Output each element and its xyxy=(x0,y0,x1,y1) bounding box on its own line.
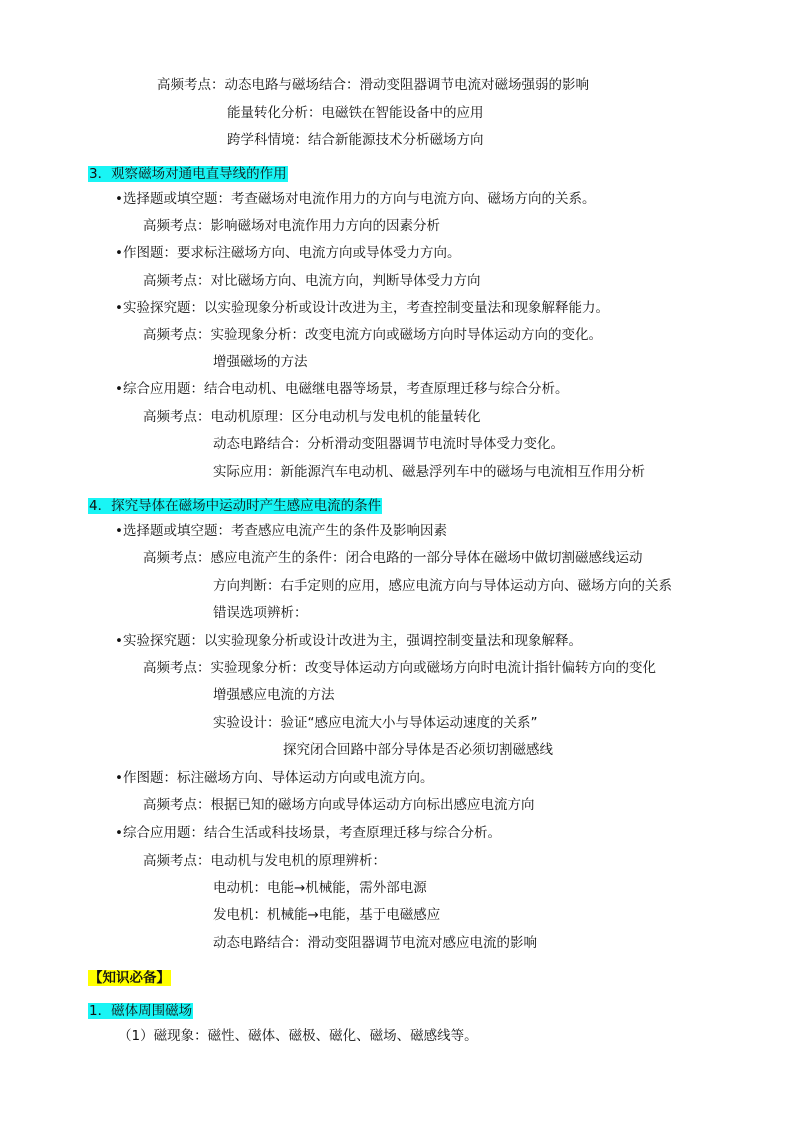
bullet-item: •综合应用题：结合生活或科技场景，考查原理迁移与综合分析。 xyxy=(115,825,501,841)
knowledge-heading xyxy=(88,968,171,988)
hf-point-line: 实验设计：验证“感应电流大小与导体运动速度的关系” xyxy=(213,715,538,731)
hf-point-line: 探究闭合回路中部分导体是否必须切割磁感线 xyxy=(283,742,553,758)
bullet-item: •选择题或填空题：考查感应电流产生的条件及影响因素 xyxy=(115,523,447,539)
hf-point-line: 高频考点：实验现象分析：改变电流方向或磁场方向时导体运动方向的变化。 xyxy=(143,327,602,343)
hf-point-line: 动态电路结合：滑动变阻器调节电流对感应电流的影响 xyxy=(213,935,537,951)
hf-point-line: 高频考点：感应电流产生的条件：闭合电路的一部分导体在磁场中做切割磁感线运动 xyxy=(143,550,643,566)
sub-item: （1）磁现象：磁性、磁体、磁极、磁化、磁场、磁感线等。 xyxy=(118,1028,478,1044)
hf-point-line: 跨学科情境：结合新能源技术分析磁场方向 xyxy=(227,132,484,148)
hf-point-line: 错误选项辨析： xyxy=(213,605,308,621)
hf-point-line: 高频考点：对比磁场方向、电流方向，判断导体受力方向 xyxy=(143,273,481,289)
hf-point-line: 发电机：机械能→电能，基于电磁感应 xyxy=(213,907,441,923)
section-heading-text: 3．观察磁场对通电直导线的作用 xyxy=(89,166,287,182)
hf-point-line: 能量转化分析：电磁铁在智能设备中的应用 xyxy=(227,105,484,121)
section-heading-3 xyxy=(88,164,288,184)
bullet-item: •作图题：标注磁场方向、导体运动方向或电流方向。 xyxy=(115,770,434,786)
hf-point-line: 高频考点：根据已知的磁场方向或导体运动方向标出感应电流方向 xyxy=(143,797,535,813)
hf-point-line: 动态电路结合：分析滑动变阻器调节电流时导体受力变化。 xyxy=(213,436,564,452)
section-heading-text: 1．磁体周围磁场 xyxy=(89,1003,193,1019)
hf-point-line: 高频考点：电动机与发电机的原理辨析： xyxy=(143,853,386,869)
hf-point-line: 高频考点：电动机原理：区分电动机与发电机的能量转化 xyxy=(143,409,481,425)
bullet-item: •综合应用题：结合电动机、电磁继电器等场景，考查原理迁移与综合分析。 xyxy=(115,381,569,397)
bullet-item: •作图题：要求标注磁场方向、电流方向或导体受力方向。 xyxy=(115,245,461,261)
hf-point-line: 高频考点：实验现象分析：改变导体运动方向或磁场方向时电流计指针偏转方向的变化 xyxy=(143,660,656,676)
hf-point-line: 增强磁场的方法 xyxy=(213,354,308,370)
bullet-item: •实验探究题：以实验现象分析或设计改进为主，强调控制变量法和现象解释。 xyxy=(115,633,582,649)
section-heading-4 xyxy=(88,496,382,516)
hf-point-line: 方向判断：右手定则的应用，感应电流方向与导体运动方向、磁场方向的关系 xyxy=(213,578,672,594)
bullet-item: •实验探究题：以实验现象分析或设计改进为主，考查控制变量法和现象解释能力。 xyxy=(115,300,609,316)
hf-point-line: 电动机：电能→机械能，需外部电源 xyxy=(213,880,427,896)
section-heading-1 xyxy=(88,1001,193,1021)
section-heading-text: 4．探究导体在磁场中运动时产生感应电流的条件 xyxy=(89,498,382,514)
hf-point-line: 高频考点：动态电路与磁场结合：滑动变阻器调节电流对磁场强弱的影响 xyxy=(157,77,589,93)
hf-point-line: 高频考点：影响磁场对电流作用力方向的因素分析 xyxy=(143,218,440,234)
hf-point-line: 实际应用：新能源汽车电动机、磁悬浮列车中的磁场与电流相互作用分析 xyxy=(213,464,645,480)
bullet-item: •选择题或填空题：考查磁场对电流作用力的方向与电流方向、磁场方向的关系。 xyxy=(115,191,596,207)
hf-point-line: 增强感应电流的方法 xyxy=(213,687,335,703)
knowledge-heading-text: 【知识必备】 xyxy=(89,970,170,986)
